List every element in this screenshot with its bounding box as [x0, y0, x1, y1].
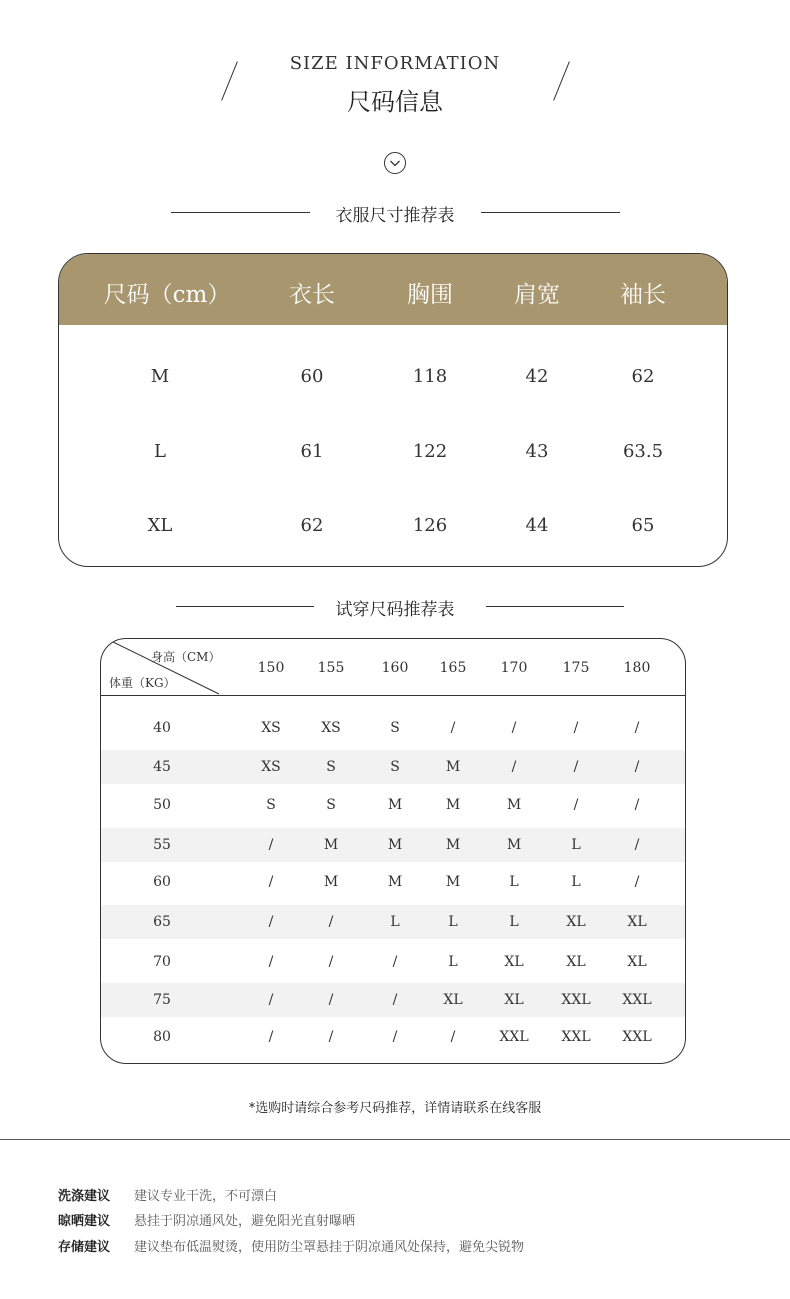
size-recommendation-cell: XXL — [561, 992, 591, 1008]
size-recommendation-cell: L — [448, 954, 458, 970]
size-recommendation-cell: L — [509, 914, 519, 930]
size-recommendation-cell: M — [387, 797, 403, 813]
size-recommendation-cell: XXL — [561, 1029, 591, 1045]
height-header: 175 — [562, 660, 590, 676]
measurement-cell: 43 — [525, 441, 549, 462]
size-recommendation-cell: / — [573, 720, 579, 736]
weight-label: 65 — [153, 914, 171, 930]
col-header-sleeve: 袖长 — [620, 282, 666, 308]
measurement-cell: 61 — [300, 441, 324, 462]
size-label: XL — [147, 515, 173, 536]
size-recommendation-cell: S — [390, 759, 400, 775]
weight-label: 40 — [153, 720, 171, 736]
size-recommendation-cell: / — [268, 1029, 274, 1045]
corner-label-weight: 体重（KG） — [109, 676, 176, 690]
size-recommendation-cell: M — [445, 874, 461, 890]
size-recommendation-cell: / — [511, 759, 517, 775]
care-label: 洗涤建议 — [58, 1189, 111, 1204]
measurement-cell: 65 — [631, 515, 655, 536]
table-row — [101, 788, 685, 822]
size-recommendation-cell: M — [387, 837, 403, 853]
size-recommendation-cell: XL — [627, 954, 647, 970]
clothing-table-header — [59, 254, 727, 325]
size-recommendation-cell: S — [266, 797, 276, 813]
height-header: 180 — [623, 660, 651, 676]
weight-label: 75 — [153, 992, 171, 1008]
size-recommendation-cell: XL — [566, 954, 586, 970]
size-recommendation-cell: L — [390, 914, 400, 930]
measurement-cell: 62 — [631, 366, 655, 387]
table-row — [101, 945, 685, 979]
size-recommendation-cell: L — [509, 874, 519, 890]
height-header: 165 — [439, 660, 467, 676]
size-recommendation-cell: M — [323, 837, 339, 853]
size-recommendation-cell: / — [634, 797, 640, 813]
measurement-cell: 118 — [412, 366, 448, 387]
size-label: M — [150, 366, 170, 387]
recommendation-note: *选购时请综合参考尺码推荐，详情请联系在线客服 — [248, 1101, 542, 1116]
care-storage — [58, 1236, 524, 1255]
measurement-cell: 126 — [412, 515, 448, 536]
col-header-size: 尺码（cm） — [103, 282, 231, 308]
size-recommendation-cell: M — [387, 874, 403, 890]
section2-title: 试穿尺码推荐表 — [0, 595, 790, 620]
care-washing — [58, 1185, 277, 1204]
measurement-cell: 62 — [300, 515, 324, 536]
measurement-cell: 42 — [525, 366, 549, 387]
weight-label: 50 — [153, 797, 171, 813]
table-row — [101, 983, 685, 1017]
weight-label: 55 — [153, 837, 171, 853]
care-label: 晾晒建议 — [58, 1214, 111, 1229]
section1-title: 衣服尺寸推荐表 — [0, 201, 790, 226]
size-recommendation-cell: XXL — [499, 1029, 529, 1045]
size-recommendation-cell: / — [392, 954, 398, 970]
size-recommendation-cell: / — [268, 874, 274, 890]
size-recommendation-cell: XS — [321, 720, 341, 736]
weight-label: 70 — [153, 954, 171, 970]
size-recommendation-cell: / — [634, 759, 640, 775]
size-label: L — [154, 441, 166, 462]
col-header-shoulder: 肩宽 — [514, 282, 560, 308]
size-recommendation-cell: M — [506, 797, 522, 813]
size-recommendation-cell: XL — [443, 992, 463, 1008]
measurement-cell: 63.5 — [622, 441, 664, 462]
height-header: 155 — [317, 660, 345, 676]
size-recommendation-cell: L — [448, 914, 458, 930]
size-recommendation-cell: / — [268, 992, 274, 1008]
size-recommendation-cell: L — [571, 874, 581, 890]
table-row — [101, 905, 685, 939]
measurement-cell: 122 — [412, 441, 448, 462]
size-recommendation-cell: XL — [566, 914, 586, 930]
size-recommendation-cell: XXL — [622, 992, 652, 1008]
size-recommendation-cell: / — [450, 720, 456, 736]
size-recommendation-cell: / — [511, 720, 517, 736]
size-recommendation-cell: XL — [504, 992, 524, 1008]
size-recommendation-cell: S — [326, 797, 336, 813]
size-recommendation-cell: / — [634, 874, 640, 890]
weight-label: 60 — [153, 874, 171, 890]
table-row — [101, 750, 685, 784]
table-row — [101, 1020, 685, 1054]
title-english: SIZE INFORMATION — [289, 53, 501, 74]
col-header-chest: 胸围 — [407, 282, 453, 308]
size-recommendation-cell: M — [323, 874, 339, 890]
size-recommendation-cell: / — [328, 914, 334, 930]
size-recommendation-cell: M — [445, 759, 461, 775]
fit-size-table — [100, 638, 686, 1064]
size-recommendation-cell: XL — [504, 954, 524, 970]
size-recommendation-cell: / — [268, 837, 274, 853]
size-recommendation-cell: / — [268, 914, 274, 930]
size-recommendation-cell: / — [328, 992, 334, 1008]
size-recommendation-cell: / — [634, 837, 640, 853]
size-recommendation-cell: / — [573, 759, 579, 775]
size-recommendation-cell: / — [328, 1029, 334, 1045]
size-recommendation-cell: M — [506, 837, 522, 853]
care-value: 悬挂于阴凉通风处，避免阳光直射曝晒 — [134, 1214, 356, 1229]
size-recommendation-cell: L — [571, 837, 581, 853]
size-recommendation-cell: XS — [261, 720, 281, 736]
size-recommendation-cell: M — [445, 797, 461, 813]
weight-label: 45 — [153, 759, 171, 775]
corner-label-height: 身高（CM） — [151, 650, 221, 664]
table-row — [101, 711, 685, 745]
col-header-length: 衣长 — [289, 282, 335, 308]
care-value: 建议垫布低温熨烫，使用防尘罩悬挂于阴凉通风处保持，避免尖锐物 — [134, 1240, 525, 1255]
size-recommendation-cell: XXL — [622, 1029, 652, 1045]
section-divider — [0, 1139, 790, 1140]
size-recommendation-cell: / — [634, 720, 640, 736]
size-recommendation-cell: S — [326, 759, 336, 775]
weight-label: 80 — [153, 1029, 171, 1045]
fit-table-header-divider — [101, 695, 685, 696]
size-recommendation-cell: / — [450, 1029, 456, 1045]
measurement-cell: 60 — [300, 366, 324, 387]
title-chinese: 尺码信息 — [347, 88, 443, 116]
measurement-cell: 44 — [525, 515, 549, 536]
size-recommendation-cell: S — [390, 720, 400, 736]
size-recommendation-cell: M — [445, 837, 461, 853]
clothing-size-table — [58, 253, 728, 567]
table-row — [101, 828, 685, 862]
care-drying — [58, 1210, 355, 1229]
height-header: 150 — [257, 660, 285, 676]
size-recommendation-cell: / — [392, 992, 398, 1008]
size-recommendation-cell: / — [392, 1029, 398, 1045]
size-recommendation-cell: / — [268, 954, 274, 970]
chevron-down-circle-icon — [384, 152, 406, 174]
table-row — [101, 865, 685, 899]
height-header: 160 — [381, 660, 409, 676]
size-recommendation-cell: / — [573, 797, 579, 813]
care-label: 存储建议 — [58, 1240, 111, 1255]
care-value: 建议专业干洗，不可漂白 — [134, 1189, 278, 1204]
size-recommendation-cell: XS — [261, 759, 281, 775]
size-recommendation-cell: XL — [627, 914, 647, 930]
size-recommendation-cell: / — [328, 954, 334, 970]
height-header: 170 — [500, 660, 528, 676]
